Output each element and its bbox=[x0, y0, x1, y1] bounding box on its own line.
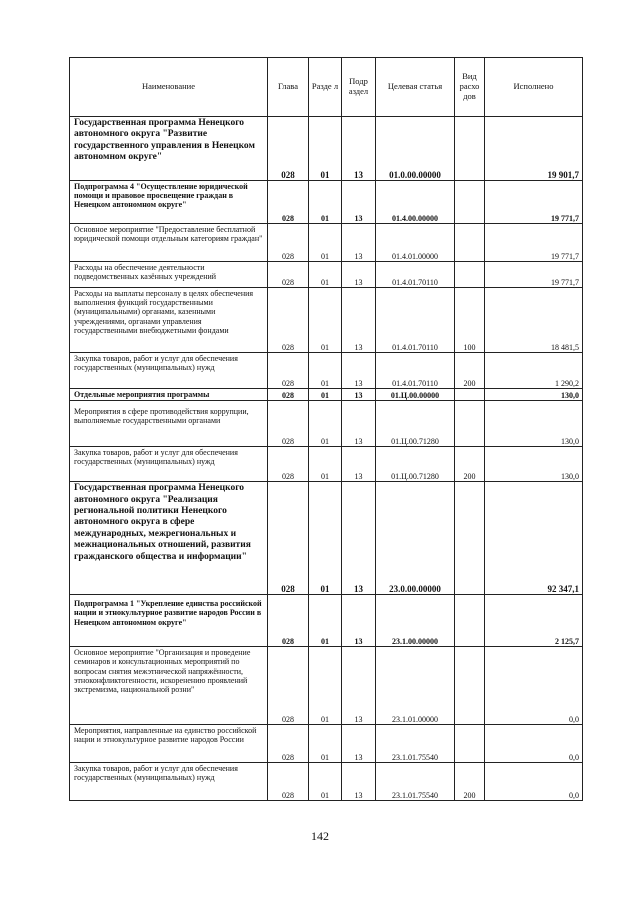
row-celevaya: 23.1.00.00000 bbox=[376, 595, 455, 647]
row-glava: 028 bbox=[268, 389, 309, 401]
row-celevaya: 23.1.01.75540 bbox=[376, 763, 455, 801]
table-row bbox=[70, 288, 583, 353]
header-glava: Глава bbox=[268, 58, 309, 117]
row-ispolneno: 19 771,7 bbox=[485, 262, 583, 288]
row-razdel: 01 bbox=[309, 224, 342, 262]
header-podrazdel: Подр аздел bbox=[342, 58, 376, 117]
row-name: Закупка товаров, работ и услуг для обеспечения государственных (муниципальных) нужд bbox=[70, 763, 268, 801]
row-glava: 028 bbox=[268, 224, 309, 262]
row-vid bbox=[455, 181, 485, 224]
row-celevaya: 01.4.00.00000 bbox=[376, 181, 455, 224]
row-celevaya: 01.4.01.70110 bbox=[376, 288, 455, 353]
table-row bbox=[70, 224, 583, 262]
row-razdel: 01 bbox=[309, 288, 342, 353]
row-name: Подпрограмма 1 "Укрепление единства российской нации и этнокультурное развитие народов России в Ненецком автономном округе" bbox=[70, 595, 268, 647]
row-glava: 028 bbox=[268, 262, 309, 288]
row-razdel: 01 bbox=[309, 389, 342, 401]
row-podrazdel: 13 bbox=[342, 389, 376, 401]
row-vid: 200 bbox=[455, 353, 485, 389]
row-name: Основное мероприятие "Организация и проведение семинаров и консультационных мероприятий по вопросам снятия межэтнической напряжённости, этноконфликтогенности, искоренению проявлений экстремизма, национальной розни" bbox=[70, 647, 268, 725]
row-celevaya: 01.4.01.00000 bbox=[376, 224, 455, 262]
header-ispolneno: Исполнено bbox=[485, 58, 583, 117]
row-vid: 100 bbox=[455, 288, 485, 353]
row-name: Закупка товаров, работ и услуг для обеспечения государственных (муниципальных) нужд bbox=[70, 353, 268, 389]
row-celevaya: 01.Ц.00.71280 bbox=[376, 401, 455, 447]
row-vid: 200 bbox=[455, 447, 485, 482]
row-vid bbox=[455, 389, 485, 401]
table-row bbox=[70, 595, 583, 647]
row-vid bbox=[455, 725, 485, 763]
row-glava: 028 bbox=[268, 181, 309, 224]
row-vid bbox=[455, 401, 485, 447]
row-ispolneno: 0,0 bbox=[485, 647, 583, 725]
row-podrazdel: 13 bbox=[342, 763, 376, 801]
row-podrazdel: 13 bbox=[342, 647, 376, 725]
row-celevaya: 01.0.00.00000 bbox=[376, 117, 455, 181]
row-name: Мероприятия в сфере противодействия коррупции, выполняемые государственными органами bbox=[70, 401, 268, 447]
row-razdel: 01 bbox=[309, 262, 342, 288]
row-celevaya: 01.4.01.70110 bbox=[376, 353, 455, 389]
row-glava: 028 bbox=[268, 447, 309, 482]
row-name: Закупка товаров, работ и услуг для обеспечения государственных (муниципальных) нужд bbox=[70, 447, 268, 482]
page-number: 142 bbox=[311, 829, 329, 843]
row-glava: 028 bbox=[268, 401, 309, 447]
row-podrazdel: 13 bbox=[342, 224, 376, 262]
row-name: Основное мероприятие "Предоставление бесплатной юридической помощи отдельным категориям граждан" bbox=[70, 224, 268, 262]
table-row bbox=[70, 725, 583, 763]
row-ispolneno: 0,0 bbox=[485, 763, 583, 801]
row-vid bbox=[455, 224, 485, 262]
row-glava: 028 bbox=[268, 595, 309, 647]
row-glava: 028 bbox=[268, 725, 309, 763]
row-razdel: 01 bbox=[309, 401, 342, 447]
row-name: Государственная программа Ненецкого автономного округа "Развитие государственного управления в Ненецком автономном округе" bbox=[70, 117, 268, 181]
row-celevaya: 01.Ц.00.71280 bbox=[376, 447, 455, 482]
row-ispolneno: 92 347,1 bbox=[485, 482, 583, 595]
row-vid bbox=[455, 262, 485, 288]
row-vid bbox=[455, 117, 485, 181]
row-ispolneno: 19 771,7 bbox=[485, 224, 583, 262]
row-celevaya: 01.Ц.00.00000 bbox=[376, 389, 455, 401]
row-podrazdel: 13 bbox=[342, 725, 376, 763]
header-razdel: Разде л bbox=[309, 58, 342, 117]
row-razdel: 01 bbox=[309, 482, 342, 595]
row-name: Подпрограмма 4 "Осуществление юридической помощи и правовое просвещение граждан в Ненецком автономном округе" bbox=[70, 181, 268, 224]
table-row bbox=[70, 117, 583, 181]
row-razdel: 01 bbox=[309, 117, 342, 181]
row-name: Расходы на выплаты персоналу в целях обеспечения выполнения функций государственными (муниципальными) органами, казенными учреждениями, органами управления государственными внебюджетными фондами bbox=[70, 288, 268, 353]
table-row bbox=[70, 647, 583, 725]
row-podrazdel: 13 bbox=[342, 181, 376, 224]
row-vid: 200 bbox=[455, 763, 485, 801]
row-celevaya: 23.1.01.75540 bbox=[376, 725, 455, 763]
row-glava: 028 bbox=[268, 482, 309, 595]
row-razdel: 01 bbox=[309, 181, 342, 224]
row-podrazdel: 13 bbox=[342, 482, 376, 595]
row-glava: 028 bbox=[268, 647, 309, 725]
row-name: Расходы на обеспечение деятельности подведомственных казённых учреждений bbox=[70, 262, 268, 288]
row-celevaya: 01.4.01.70110 bbox=[376, 262, 455, 288]
row-podrazdel: 13 bbox=[342, 353, 376, 389]
table-row bbox=[70, 353, 583, 389]
header-name: Наименование bbox=[70, 58, 268, 117]
row-razdel: 01 bbox=[309, 647, 342, 725]
row-razdel: 01 bbox=[309, 595, 342, 647]
row-name: Государственная программа Ненецкого автономного округа "Реализация региональной политики Ненецкого автономного округа в сфере международных, межрегиональных и межнациональных отношений, развития гражданского общества и информации" bbox=[70, 482, 268, 595]
row-razdel: 01 bbox=[309, 447, 342, 482]
row-ispolneno: 18 481,5 bbox=[485, 288, 583, 353]
row-name: Отдельные мероприятия программы bbox=[70, 389, 268, 401]
row-celevaya: 23.1.01.00000 bbox=[376, 647, 455, 725]
row-glava: 028 bbox=[268, 117, 309, 181]
row-ispolneno: 130,0 bbox=[485, 447, 583, 482]
row-razdel: 01 bbox=[309, 763, 342, 801]
row-razdel: 01 bbox=[309, 353, 342, 389]
row-vid bbox=[455, 647, 485, 725]
row-podrazdel: 13 bbox=[342, 401, 376, 447]
row-ispolneno: 130,0 bbox=[485, 389, 583, 401]
table-header-row bbox=[70, 58, 583, 117]
row-vid bbox=[455, 482, 485, 595]
table-row bbox=[70, 763, 583, 801]
row-ispolneno: 2 125,7 bbox=[485, 595, 583, 647]
row-ispolneno: 19 771,7 bbox=[485, 181, 583, 224]
row-podrazdel: 13 bbox=[342, 288, 376, 353]
row-vid bbox=[455, 595, 485, 647]
table-row bbox=[70, 482, 583, 595]
row-ispolneno: 0,0 bbox=[485, 725, 583, 763]
row-celevaya: 23.0.00.00000 bbox=[376, 482, 455, 595]
table-row bbox=[70, 262, 583, 288]
budget-table bbox=[69, 57, 583, 801]
row-ispolneno: 130,0 bbox=[485, 401, 583, 447]
header-vid: Вид расхо дов bbox=[455, 58, 485, 117]
row-glava: 028 bbox=[268, 353, 309, 389]
table-row bbox=[70, 447, 583, 482]
row-podrazdel: 13 bbox=[342, 262, 376, 288]
table-row bbox=[70, 181, 583, 224]
row-razdel: 01 bbox=[309, 725, 342, 763]
row-ispolneno: 1 290,2 bbox=[485, 353, 583, 389]
row-podrazdel: 13 bbox=[342, 117, 376, 181]
row-name: Мероприятия, направленные на единство российской нации и этнокультурное развитие народов России bbox=[70, 725, 268, 763]
row-podrazdel: 13 bbox=[342, 595, 376, 647]
row-glava: 028 bbox=[268, 763, 309, 801]
table-row bbox=[70, 401, 583, 447]
budget-table-container bbox=[69, 57, 582, 801]
row-ispolneno: 19 901,7 bbox=[485, 117, 583, 181]
table-row bbox=[70, 389, 583, 401]
row-glava: 028 bbox=[268, 288, 309, 353]
row-podrazdel: 13 bbox=[342, 447, 376, 482]
header-celevaya: Целевая статья bbox=[376, 58, 455, 117]
